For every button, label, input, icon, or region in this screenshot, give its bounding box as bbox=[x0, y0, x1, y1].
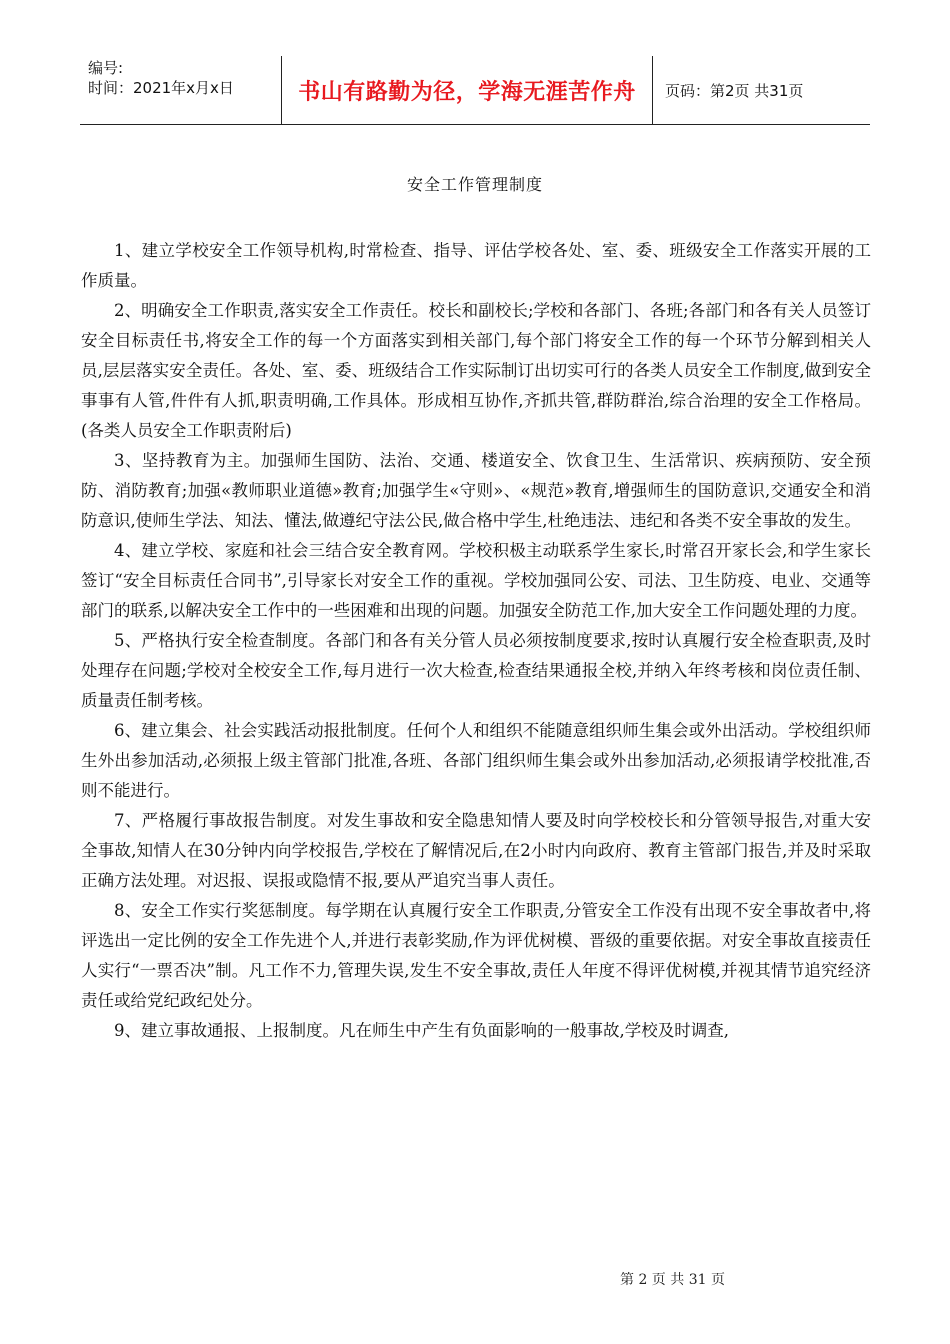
paragraph-9: 9、建立事故通报、上报制度。凡在师生中产生有负面影响的一般事故,学校及时调查, bbox=[114, 1021, 729, 1040]
paragraph-2: 2、明确安全工作职责,落实安全工作责任。校长和副校长;学校和各部门、各班;各部门和各有关人员签订安全目标责任书,将安全工作的每一个方面落实到相关部门,每个部门将安全工作的每一个环节分解到相关人员,层层落实安全责任。各处、室、委、班级结合工作实际制订出切实可行的各类人员安全工作制度,做到安全事事有人管,件件有人抓,职责明确,工作具体。形成相互协作,齐抓共管,群防群治,综合治理的安全工作格局。(各类人员安全工作职责附后) bbox=[81, 301, 871, 440]
paragraph-6: 6、建立集会、社会实践活动报批制度。任何个人和组织不能随意组织师生集会或外出活动。学校组织师生外出参加活动,必须报上级主管部门批准,各班、各部门组织师生集会或外出参加活动,必须报请学校批准,否则不能进行。 bbox=[81, 721, 871, 800]
document-title: 安全工作管理制度 bbox=[406, 175, 543, 194]
paragraph-5: 5、严格执行安全检查制度。各部门和各有关分管人员必须按制度要求,按时认真履行安全检查职责,及时处理存在问题;学校对全校安全工作,每月进行一次大检查,检查结果通报全校,并纳入年终考核和岗位责任制、质量责任制考核。 bbox=[81, 631, 871, 710]
page-footer: 第 2 页 共 31 页 bbox=[620, 1272, 725, 1288]
paragraph-3: 3、坚持教育为主。加强师生国防、法治、交通、楼道安全、饮食卫生、生活常识、疾病预防、安全预防、消防教育;加强«教师职业道德»教育;加强学生«守则»、«规范»教育,增强师生的国防意识,交通安全和消防意识,使师生学法、知法、懂法,做遵纪守法公民,做合格中学生,杜绝违法、违纪和各类不安全事故的发生。 bbox=[81, 451, 871, 530]
paragraph-1: 1、建立学校安全工作领导机构,时常检查、指导、评估学校各处、室、委、班级安全工作落实开展的工作质量。 bbox=[81, 241, 871, 290]
paragraph-8: 8、安全工作实行奖惩制度。每学期在认真履行安全工作职责,分管安全工作没有出现不安全事故者中,将评选出一定比例的安全工作先进个人,并进行表彰奖励,作为评优树模、晋级的重要依据。对安全事故直接责任人实行“一票否决”制。凡工作不力,管理失误,发生不安全事故,责任人年度不得评优树模,并视其情节追究经济责任或给党纪政纪处分。 bbox=[81, 901, 871, 1010]
page-header bbox=[80, 56, 870, 125]
header-page-info: 页码：第2页 共31页 bbox=[665, 81, 804, 100]
header-meta bbox=[80, 56, 281, 124]
document-body bbox=[81, 236, 871, 1046]
paragraph-7: 7、严格履行事故报告制度。对发生事故和安全隐患知情人要及时向学校校长和分管领导报告,对重大安全事故,知情人在30分钟内向学校报告,学校在了解情况后,在2小时内向政府、教育主管部门报告,并及时采取正确方法处理。对迟报、误报或隐情不报,要从严追究当事人责任。 bbox=[81, 811, 871, 890]
header-motto: 书山有路勤为径，学海无涯苦作舟 bbox=[281, 56, 653, 124]
document-time-label: 时间：2021年x月x日 bbox=[88, 79, 234, 97]
paragraph-4: 4、建立学校、家庭和社会三结合安全教育网。学校积极主动联系学生家长,时常召开家长会,和学生家长签订“安全目标责任合同书”,引导家长对安全工作的重视。学校加强同公安、司法、卫生防疫、电业、交通等部门的联系,以解决安全工作中的一些困难和出现的问题。加强安全防范工作,加大安全工作问题处理的力度。 bbox=[81, 541, 871, 620]
document-number-label: 编号: bbox=[88, 59, 124, 77]
